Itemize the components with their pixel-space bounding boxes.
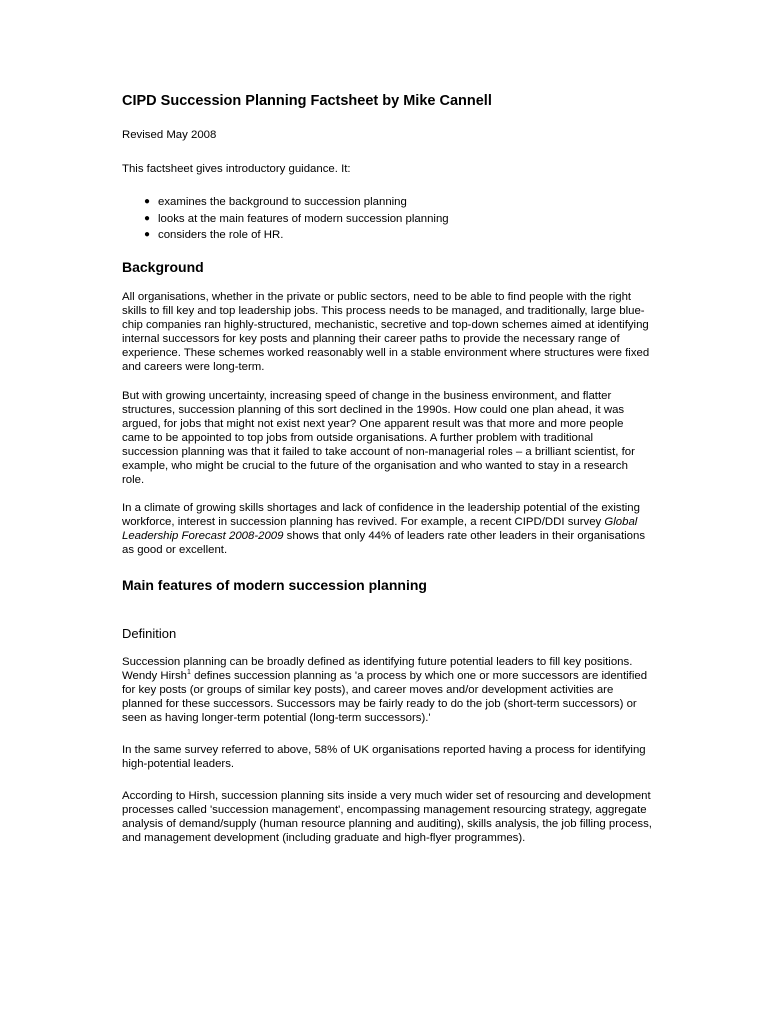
list-item-text: considers the role of HR. — [158, 229, 284, 241]
bullet-icon: ● — [144, 212, 151, 224]
list-item-text: examines the background to succession planning — [158, 196, 407, 208]
intro-bullet-list — [144, 194, 449, 244]
background-paragraph-3-text: In a climate of growing skills shortages and lack of confidence in the leadership potential of the existing workforce, interest in succession planning has revived. For example, a recent CIPD/DDI survey — [122, 502, 640, 528]
definition-paragraph-1 — [122, 655, 652, 725]
definition-paragraph-1-text-end: defines succession planning as 'a process by which one or more successors are identified for key posts (or groups of similar key posts), and career moves and/or development activities are planned for these successors. Successors may be fairly ready to do the job (short-term successors) or seen as having longer-term potential (long-term successors).' — [122, 670, 648, 724]
background-heading: Background — [122, 259, 204, 275]
background-paragraph-3-text-end: shows that only 44% of leaders rate other leaders in their organisations as good or excellent. — [122, 530, 646, 556]
background-paragraph-1: All organisations, whether in the private or public sectors, need to be able to find people with the right skills to fill key and top leadership jobs. This process needs to be managed, and traditionally, large blue-chip companies ran highly-structured, mechanistic, secretive and top-down schemes aimed at identifying internal successors for key posts and planning their career paths to provide the necessary range of experience. These schemes worked reasonably well in a stable environment where structures were fixed and careers were long-term. — [122, 291, 650, 373]
intro-text: This factsheet gives introductory guidance. It: — [122, 163, 351, 175]
survey-title: Global Leadership Forecast 2008-2009 — [122, 516, 638, 542]
revised-date: Revised May 2008 — [122, 129, 217, 141]
definition-heading: Definition — [122, 626, 177, 641]
list-item-text: looks at the main features of modern succession planning — [158, 212, 449, 225]
definition-paragraph-2: In the same survey referred to above, 58% of UK organisations reported having a process for identifying high-potential leaders. — [122, 744, 646, 770]
bullet-icon: ● — [144, 196, 151, 207]
main-features-heading: Main features of modern succession planning — [122, 577, 427, 593]
definition-paragraph-1-text: Succession planning can be broadly defined as identifying future potential leaders to fill key positions. Wendy Hirsh — [122, 656, 633, 682]
list-item — [144, 211, 449, 228]
background-paragraph-3 — [122, 501, 652, 557]
list-item — [144, 194, 449, 211]
document-title: CIPD Succession Planning Factsheet by Mike Cannell — [122, 93, 492, 109]
bullet-icon: ● — [144, 229, 151, 240]
background-paragraph-2: But with growing uncertainty, increasing speed of change in the business environment, and flatter structures, succession planning of this sort declined in the 1990s. How could one plan ahead, it was argued, for jobs that might not exist next year? One apparent result was that more and more people came to be appointed to top jobs from outside organisations. A further problem with traditional succession planning was that it failed to take account of non-managerial roles – a brilliant scientist, for example, who might be crucial to the future of the organisation and who wanted to stay in a research role. — [122, 390, 635, 486]
footnote-marker: 1 — [187, 669, 191, 677]
list-item — [144, 227, 449, 244]
definition-paragraph-3: According to Hirsh, succession planning sits inside a very much wider set of resourcing and development processes called 'succession management', encompassing management resourcing strategy, aggregate analysis of demand/supply (human resource planning and auditing), skills analysis, the job filling process, and management development (including graduate and high-flyer programmes). — [122, 790, 652, 844]
